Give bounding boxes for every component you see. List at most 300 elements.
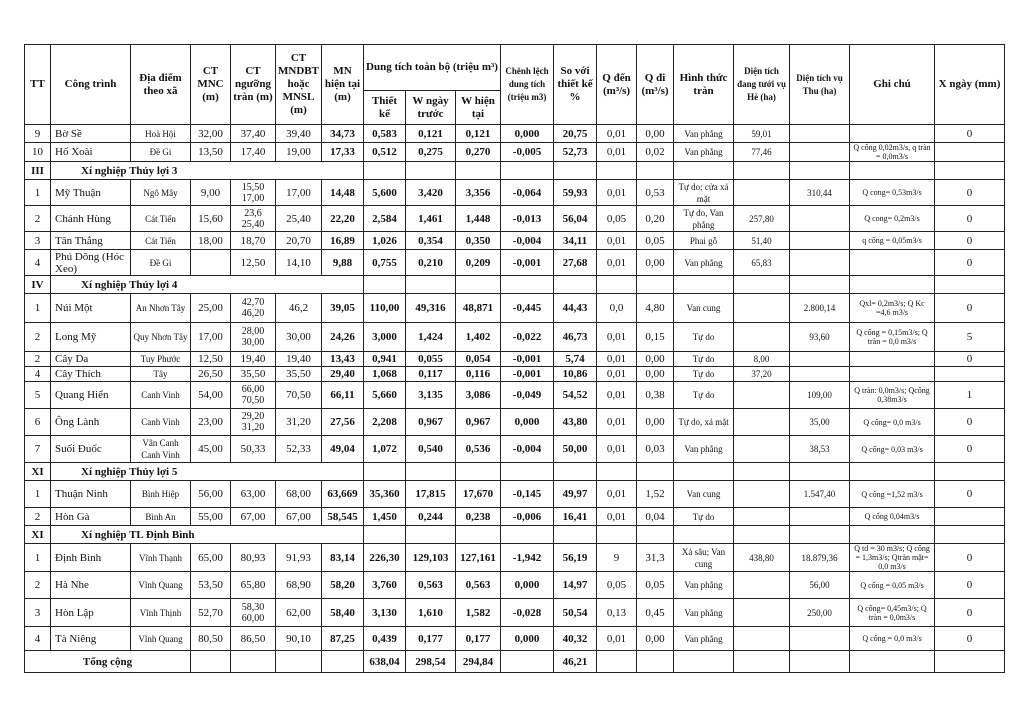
cell-mnc: 9,00 (191, 180, 231, 206)
section-number: XI (25, 526, 51, 544)
empty-cell (501, 162, 554, 180)
cell-wt: 0,121 (406, 125, 456, 143)
empty-cell (850, 162, 935, 180)
table-row (25, 323, 1005, 352)
empty-cell (674, 463, 734, 481)
table-body (25, 125, 1005, 673)
th-ct-mnc: CT MNC (m) (191, 45, 231, 125)
empty-cell (850, 276, 935, 294)
cell-thu (790, 125, 850, 143)
cell-wh: 17,670 (456, 481, 501, 508)
table-row (25, 436, 1005, 463)
cell-name: Chánh Hùng (51, 206, 131, 232)
cell-wh: 3,086 (456, 382, 501, 409)
cell-he: 438,80 (734, 544, 790, 572)
section-number: III (25, 162, 51, 180)
cell-tk: 0,941 (364, 352, 406, 367)
cell-name: Mỹ Thuận (51, 180, 131, 206)
cell-mndbt: 39,40 (276, 125, 322, 143)
empty-cell (674, 162, 734, 180)
cell-thu (790, 206, 850, 232)
cell-nguong: 66,00 70,50 (231, 382, 276, 409)
cell-qden: 0,01 (597, 382, 637, 409)
cell-nguong: 63,00 (231, 481, 276, 508)
cell-nguong: 19,40 (231, 352, 276, 367)
cell-tk: 3,130 (364, 599, 406, 627)
cell-tran: Tự do, Van phẳng (674, 206, 734, 232)
empty-cell (935, 162, 1005, 180)
cell-qden: 0,01 (597, 367, 637, 382)
cell-sv: 40,32 (554, 627, 597, 651)
cell-x: 1 (935, 382, 1005, 409)
cell-wh: 48,871 (456, 294, 501, 323)
cell-mn: 24,26 (322, 323, 364, 352)
cell-wh: 1,402 (456, 323, 501, 352)
cell-mndbt: 46,2 (276, 294, 322, 323)
cell-tk: 0,583 (364, 125, 406, 143)
cell-wt: 0,210 (406, 250, 456, 276)
cell-wh: 0,270 (456, 143, 501, 162)
empty-cell (734, 276, 790, 294)
total-sv: 46,21 (554, 651, 597, 673)
cell-name: Tân Thắng (51, 232, 131, 250)
cell-mndbt: 90,10 (276, 627, 322, 651)
cell-sv: 5,74 (554, 352, 597, 367)
empty-cell (364, 276, 406, 294)
cell-note (850, 367, 935, 382)
cell-x: 0 (935, 481, 1005, 508)
table-row (25, 382, 1005, 409)
empty-cell (790, 276, 850, 294)
cell-mndbt: 70,50 (276, 382, 322, 409)
cell-tk: 2,584 (364, 206, 406, 232)
cell-loc: Bình Hiệp (131, 481, 191, 508)
cell-note (850, 352, 935, 367)
cell-he (734, 409, 790, 436)
cell-name: Cây Thích (51, 367, 131, 382)
cell-mn: 16,89 (322, 232, 364, 250)
cell-tran: Van cung (674, 294, 734, 323)
cell-sv: 54,52 (554, 382, 597, 409)
cell-loc: Canh Vinh (131, 409, 191, 436)
cell-wt: 0,967 (406, 409, 456, 436)
cell-tt: 2 (25, 572, 51, 599)
empty-cell (597, 276, 637, 294)
cell-mndbt: 14,10 (276, 250, 322, 276)
reservoir-table (24, 44, 1005, 673)
empty-cell (406, 276, 456, 294)
empty-cell (637, 463, 674, 481)
cell-tk: 2,208 (364, 409, 406, 436)
cell-name: Long Mỹ (51, 323, 131, 352)
cell-mndbt: 68,90 (276, 572, 322, 599)
cell-wh: 0,238 (456, 508, 501, 526)
section-row (25, 463, 1005, 481)
th-cong-trinh: Công trình (51, 45, 131, 125)
empty-cell (597, 162, 637, 180)
cell-x: 5 (935, 323, 1005, 352)
cell-tk: 226,30 (364, 544, 406, 572)
empty-cell (935, 526, 1005, 544)
cell-tk: 1,026 (364, 232, 406, 250)
cell-sv: 10,86 (554, 367, 597, 382)
cell-thu: 1.547,40 (790, 481, 850, 508)
cell-wt: 0,117 (406, 367, 456, 382)
cell-nguong: 86,50 (231, 627, 276, 651)
table-row (25, 544, 1005, 572)
cell-nguong: 42,70 46,20 (231, 294, 276, 323)
cell-mnc: 25,00 (191, 294, 231, 323)
cell-name: Suối Đuốc (51, 436, 131, 463)
cell-mn: 39,05 (322, 294, 364, 323)
cell-qden: 0,01 (597, 250, 637, 276)
cell-qdi: 0,38 (637, 382, 674, 409)
cell-he (734, 599, 790, 627)
cell-he: 59,01 (734, 125, 790, 143)
cell-tran: Xả sâu; Van cung (674, 544, 734, 572)
cell-qden: 0,01 (597, 508, 637, 526)
th-thiet-ke: Thiết kế (364, 91, 406, 125)
cell-cl: -0,004 (501, 232, 554, 250)
th-ct-mndbt: CT MNDBT hoặc MNSL (m) (276, 45, 322, 125)
empty-cell (850, 651, 935, 673)
cell-sv: 50,54 (554, 599, 597, 627)
th-dung-tich: Dung tích toàn bộ (triệu m³) (364, 45, 501, 91)
cell-note: Q cống= 0,0 m3/s (850, 409, 935, 436)
cell-wh: 3,356 (456, 180, 501, 206)
cell-mndbt: 62,00 (276, 599, 322, 627)
cell-mndbt: 68,00 (276, 481, 322, 508)
cell-name: Núi Một (51, 294, 131, 323)
cell-nguong: 28,00 30,00 (231, 323, 276, 352)
cell-name: Hố Xoài (51, 143, 131, 162)
cell-loc: Tuy Phước (131, 352, 191, 367)
cell-tk: 0,755 (364, 250, 406, 276)
cell-tk: 5,660 (364, 382, 406, 409)
total-row (25, 651, 1005, 673)
cell-mnc: 32,00 (191, 125, 231, 143)
cell-sv: 56,19 (554, 544, 597, 572)
cell-mndbt: 30,00 (276, 323, 322, 352)
cell-cl: -0,004 (501, 436, 554, 463)
cell-tt: 2 (25, 352, 51, 367)
cell-wt: 129,103 (406, 544, 456, 572)
cell-x: 0 (935, 436, 1005, 463)
empty-cell (406, 162, 456, 180)
cell-loc: Vĩnh Thạnh (131, 544, 191, 572)
section-number: IV (25, 276, 51, 294)
cell-tran: Tự do (674, 382, 734, 409)
cell-tt: 7 (25, 436, 51, 463)
cell-tt: 1 (25, 544, 51, 572)
cell-name: Phú Dõng (Hóc Xeo) (51, 250, 131, 276)
cell-tk: 110,00 (364, 294, 406, 323)
cell-tk: 0,439 (364, 627, 406, 651)
cell-sv: 34,11 (554, 232, 597, 250)
cell-note: Qxl= 0,2m3/s; Q Kc =4,6 m3/s (850, 294, 935, 323)
cell-loc: Vĩnh Thịnh (131, 599, 191, 627)
cell-nguong: 67,00 (231, 508, 276, 526)
cell-cl: -0,013 (501, 206, 554, 232)
cell-mnc: 55,00 (191, 508, 231, 526)
cell-cl: -0,006 (501, 508, 554, 526)
cell-nguong: 58,30 60,00 (231, 599, 276, 627)
cell-qden: 0,13 (597, 599, 637, 627)
cell-thu (790, 232, 850, 250)
cell-he: 77,46 (734, 143, 790, 162)
th-mn-hien-tai: MN hiện tại (m) (322, 45, 364, 125)
cell-mndbt: 20,70 (276, 232, 322, 250)
cell-wt: 17,815 (406, 481, 456, 508)
cell-note: Q cống 0,02m3/s, q tràn = 0,0m3/s (850, 143, 935, 162)
section-row (25, 162, 1005, 180)
empty-cell (674, 651, 734, 673)
cell-he (734, 627, 790, 651)
empty-cell (935, 651, 1005, 673)
empty-cell (364, 463, 406, 481)
cell-wh: 0,350 (456, 232, 501, 250)
table-row (25, 599, 1005, 627)
cell-he: 8,00 (734, 352, 790, 367)
cell-mndbt: 19,00 (276, 143, 322, 162)
cell-wt: 0,540 (406, 436, 456, 463)
table-row (25, 481, 1005, 508)
cell-qden: 0,01 (597, 143, 637, 162)
total-wh: 294,84 (456, 651, 501, 673)
cell-cl: -0,022 (501, 323, 554, 352)
cell-thu: 93,60 (790, 323, 850, 352)
cell-qden: 0,0 (597, 294, 637, 323)
cell-mn: 83,14 (322, 544, 364, 572)
empty-cell (850, 526, 935, 544)
section-title: Xí nghiệp Thủy lợi 4 (51, 276, 364, 294)
cell-tt: 2 (25, 508, 51, 526)
cell-nguong: 23,6 25,40 (231, 206, 276, 232)
empty-cell (790, 162, 850, 180)
empty-cell (734, 162, 790, 180)
cell-tran: Tự do (674, 352, 734, 367)
cell-mn: 17,33 (322, 143, 364, 162)
cell-tran: Van phẳng (674, 599, 734, 627)
cell-tran: Tự do; cửa xả mặt (674, 180, 734, 206)
cell-tt: 5 (25, 382, 51, 409)
empty-cell (637, 651, 674, 673)
cell-tt: 3 (25, 232, 51, 250)
cell-wt: 0,244 (406, 508, 456, 526)
table-row (25, 294, 1005, 323)
cell-loc: Ngô Mây (131, 180, 191, 206)
table-row (25, 627, 1005, 651)
cell-tt: 1 (25, 294, 51, 323)
cell-qden: 0,01 (597, 232, 637, 250)
cell-mnc: 52,70 (191, 599, 231, 627)
cell-wt: 3,420 (406, 180, 456, 206)
cell-qdi: 0,00 (637, 367, 674, 382)
cell-sv: 20,75 (554, 125, 597, 143)
cell-qdi: 0,00 (637, 627, 674, 651)
cell-thu: 250,00 (790, 599, 850, 627)
cell-mndbt: 91,93 (276, 544, 322, 572)
empty-cell (231, 651, 276, 673)
empty-cell (322, 651, 364, 673)
cell-mndbt: 19,40 (276, 352, 322, 367)
cell-qdi: 0,15 (637, 323, 674, 352)
cell-sv: 44,43 (554, 294, 597, 323)
cell-qdi: 0,53 (637, 180, 674, 206)
th-w-ngay-truoc: W ngày trước (406, 91, 456, 125)
cell-mnc: 56,00 (191, 481, 231, 508)
cell-loc: Đề Gi (131, 143, 191, 162)
cell-tran: Phai gỗ (674, 232, 734, 250)
cell-tt: 4 (25, 250, 51, 276)
cell-note (850, 125, 935, 143)
cell-sv: 43,80 (554, 409, 597, 436)
cell-loc: Đề Gi (131, 250, 191, 276)
cell-cl: -0,064 (501, 180, 554, 206)
section-title: Xí nghiệp Thủy lợi 5 (51, 463, 364, 481)
cell-mndbt: 31,20 (276, 409, 322, 436)
cell-qdi: 4,80 (637, 294, 674, 323)
cell-wt: 1,424 (406, 323, 456, 352)
cell-note (850, 250, 935, 276)
cell-x: 0 (935, 180, 1005, 206)
cell-he (734, 508, 790, 526)
cell-note: Q cong= 0,53m3/s (850, 180, 935, 206)
cell-qdi: 0,02 (637, 143, 674, 162)
cell-x (935, 367, 1005, 382)
cell-thu (790, 627, 850, 651)
cell-note: Q cống = 0,15m3/s; Q tràn = 0,0 m3/s (850, 323, 935, 352)
cell-he (734, 481, 790, 508)
cell-tran: Van cung (674, 481, 734, 508)
cell-mnc: 17,00 (191, 323, 231, 352)
cell-he (734, 382, 790, 409)
cell-cl: 0,000 (501, 409, 554, 436)
cell-he (734, 436, 790, 463)
empty-cell (734, 526, 790, 544)
table-row (25, 572, 1005, 599)
table-row (25, 250, 1005, 276)
table-row (25, 409, 1005, 436)
th-q-di: Q đi (m³/s) (637, 45, 674, 125)
cell-wh: 0,177 (456, 627, 501, 651)
cell-tt: 1 (25, 481, 51, 508)
cell-qdi: 0,03 (637, 436, 674, 463)
cell-cl: -0,445 (501, 294, 554, 323)
cell-x: 0 (935, 125, 1005, 143)
cell-wt: 1,461 (406, 206, 456, 232)
table-row (25, 508, 1005, 526)
cell-qdi: 0,04 (637, 508, 674, 526)
cell-he (734, 180, 790, 206)
cell-wt: 0,354 (406, 232, 456, 250)
cell-tran: Van phẳng (674, 125, 734, 143)
cell-note: Q tràn: 0,0m3/s; Qcống 0,38m3/s (850, 382, 935, 409)
cell-mn: 22,20 (322, 206, 364, 232)
cell-cl: -0,028 (501, 599, 554, 627)
cell-thu: 310,44 (790, 180, 850, 206)
cell-wh: 0,967 (456, 409, 501, 436)
cell-cl: -0,001 (501, 250, 554, 276)
cell-qdi: 1,52 (637, 481, 674, 508)
empty-cell (456, 526, 501, 544)
empty-cell (364, 526, 406, 544)
table-row (25, 180, 1005, 206)
cell-sv: 16,41 (554, 508, 597, 526)
cell-cl: -0,145 (501, 481, 554, 508)
empty-cell (554, 276, 597, 294)
total-label: Tổng cộng (25, 651, 191, 673)
cell-mn: 63,669 (322, 481, 364, 508)
empty-cell (276, 651, 322, 673)
cell-wt: 0,275 (406, 143, 456, 162)
cell-tk: 3,760 (364, 572, 406, 599)
cell-he (734, 294, 790, 323)
th-q-den: Q đến (m³/s) (597, 45, 637, 125)
cell-wt: 1,610 (406, 599, 456, 627)
section-title: Xí nghiệp TL Định Bình (51, 526, 364, 544)
cell-mn: 49,04 (322, 436, 364, 463)
cell-qden: 0,05 (597, 206, 637, 232)
cell-qden: 0,01 (597, 481, 637, 508)
empty-cell (734, 651, 790, 673)
cell-name: Cây Da (51, 352, 131, 367)
cell-x: 0 (935, 206, 1005, 232)
cell-qden: 9 (597, 544, 637, 572)
cell-loc: Vân Canh Canh Vinh (131, 436, 191, 463)
cell-nguong: 29,20 31,20 (231, 409, 276, 436)
section-number: XI (25, 463, 51, 481)
empty-cell (554, 162, 597, 180)
cell-wt: 0,177 (406, 627, 456, 651)
cell-wh: 0,116 (456, 367, 501, 382)
cell-mn: 87,25 (322, 627, 364, 651)
cell-wh: 127,161 (456, 544, 501, 572)
cell-tt: 9 (25, 125, 51, 143)
empty-cell (935, 463, 1005, 481)
th-ct-nguong: CT ngưỡng tràn (m) (231, 45, 276, 125)
cell-tk: 1,068 (364, 367, 406, 382)
cell-note: Q cống 0,04m3/s (850, 508, 935, 526)
cell-he: 51,40 (734, 232, 790, 250)
cell-wh: 1,582 (456, 599, 501, 627)
cell-qdi: 31,3 (637, 544, 674, 572)
cell-loc: Vĩnh Quang (131, 572, 191, 599)
cell-sv: 49,97 (554, 481, 597, 508)
cell-x: 0 (935, 232, 1005, 250)
cell-wh: 1,448 (456, 206, 501, 232)
table-row (25, 232, 1005, 250)
cell-mnc: 65,00 (191, 544, 231, 572)
cell-sv: 27,68 (554, 250, 597, 276)
cell-loc: Hoà Hội (131, 125, 191, 143)
cell-cl: 0,000 (501, 627, 554, 651)
cell-mndbt: 25,40 (276, 206, 322, 232)
cell-mnc: 26,50 (191, 367, 231, 382)
cell-name: Hòn Lập (51, 599, 131, 627)
cell-tt: 2 (25, 323, 51, 352)
empty-cell (364, 162, 406, 180)
cell-thu (790, 250, 850, 276)
cell-thu: 35,00 (790, 409, 850, 436)
cell-mn: 14,48 (322, 180, 364, 206)
total-tk: 638,04 (364, 651, 406, 673)
cell-x: 0 (935, 409, 1005, 436)
cell-qdi: 0,05 (637, 232, 674, 250)
th-chenh-lech: Chênh lệch dung tích (triệu m3) (501, 45, 554, 125)
cell-tk: 3,000 (364, 323, 406, 352)
cell-name: Định Bình (51, 544, 131, 572)
